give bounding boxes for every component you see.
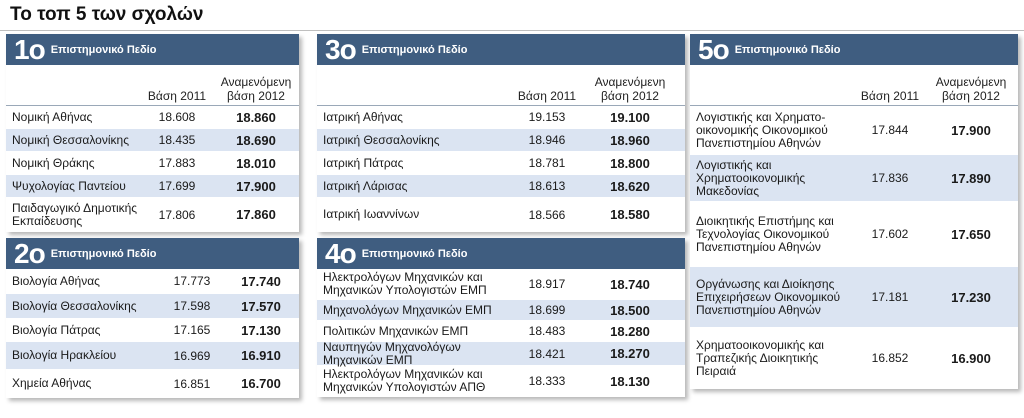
table-row [690, 202, 1018, 267]
table-row [690, 106, 1018, 155]
table-rows [317, 269, 685, 397]
expected-2012-value: 18.960 [610, 132, 650, 148]
table-row [317, 152, 685, 175]
school-name: Βιολογία Αθήνας [12, 273, 100, 288]
section-panel-3 [317, 34, 685, 232]
section-label: Επιστημονικό Πεδίο [361, 43, 468, 56]
title-divider [0, 30, 1024, 31]
table-row [6, 319, 299, 342]
expected-2012-value: 18.280 [610, 323, 650, 339]
column-headers [6, 65, 299, 106]
school-name: Ιατρική Πάτρας [323, 155, 404, 170]
table-row [6, 175, 299, 198]
table-rows [317, 106, 685, 232]
table-row [317, 269, 685, 300]
table-row [6, 129, 299, 152]
base-2011-value: 18.566 [528, 207, 566, 222]
base-2011-value: 18.421 [528, 346, 566, 361]
school-name: Βιολογία Θεσσαλονίκης [12, 298, 137, 313]
expected-2012-value: 17.570 [241, 298, 281, 314]
expected-2012-value: 18.860 [236, 109, 276, 125]
section-number: 3ο [325, 33, 356, 65]
table-row [317, 339, 685, 367]
school-name: Βιολογία Πάτρας [12, 322, 101, 337]
expected-2012-value: 17.900 [236, 178, 276, 194]
table-row [6, 342, 299, 370]
section-number: 4ο [325, 237, 356, 269]
expected-2012-value: 18.690 [236, 132, 276, 148]
table-rows [6, 269, 299, 398]
column-header-base-2011: Βάση 2011 [147, 89, 207, 103]
table-row [317, 366, 685, 397]
section-header [317, 238, 685, 269]
table-row [317, 175, 685, 198]
table-rows [6, 106, 299, 232]
section-number: 5ο [698, 33, 729, 65]
expected-2012-value: 18.620 [610, 178, 650, 194]
school-name: Ιατρική Θεσσαλονίκης [323, 132, 440, 147]
base-2011-value: 19.153 [528, 110, 566, 124]
section-panel-2 [6, 238, 299, 398]
column-headers [317, 65, 685, 106]
table-row [690, 328, 1018, 389]
school-name: Ναυπηγών Μηχανολόγων Μηχανικών ΕΜΠ [323, 339, 461, 367]
school-name: Ηλεκτρολόγων Μηχανικών και Μηχανικών Υπολογιστών ΑΠΘ [323, 367, 486, 394]
table-row [6, 294, 299, 319]
table-rows [690, 106, 1018, 389]
school-name: Χημεία Αθήνας [12, 376, 92, 390]
section-header [317, 34, 685, 65]
base-2011-value: 17.806 [158, 207, 196, 222]
base-2011-value: 17.181 [871, 290, 909, 304]
table-row [690, 155, 1018, 202]
section-label: Επιστημονικό Πεδίο [361, 247, 468, 260]
column-header-base-2011: Βάση 2011 [860, 89, 920, 103]
table-row [690, 267, 1018, 328]
table-row [6, 152, 299, 175]
section-header [6, 238, 299, 269]
page-title: Το τοπ 5 των σχολών [10, 4, 204, 25]
school-name: Ιατρική Αθήνας [323, 109, 403, 124]
section-label: Επιστημονικό Πεδίο [50, 43, 157, 56]
expected-2012-value: 16.900 [951, 350, 991, 366]
section-header [690, 34, 1018, 65]
expected-2012-value: 17.740 [241, 273, 281, 289]
base-2011-value: 18.435 [158, 133, 196, 147]
expected-2012-value: 18.580 [610, 207, 650, 222]
column-headers [690, 65, 1018, 106]
expected-2012-value: 16.700 [241, 376, 281, 391]
expected-2012-value: 16.910 [241, 348, 281, 363]
base-2011-value: 17.836 [871, 171, 909, 185]
school-name: Ιατρική Ιωαννίνων [323, 207, 420, 221]
school-name: Οργάνωσης και Διοίκησης Επιχειρήσεων Οικονομικού Πανεπιστημίου Αθηνών [696, 276, 841, 317]
base-2011-value: 18.781 [528, 156, 566, 170]
school-name: Πολιτικών Μηχανικών ΕΜΠ [323, 323, 469, 338]
base-2011-value: 18.483 [528, 324, 566, 338]
table-row [6, 106, 299, 129]
school-name: Διοικητικής Επιστήμης και Τεχνολογίας Οικονομικού Πανεπιστημίου Αθηνών [696, 213, 834, 254]
base-2011-value: 17.773 [173, 274, 211, 288]
base-2011-value: 17.602 [871, 227, 909, 241]
expected-2012-value: 18.010 [236, 155, 276, 171]
expected-2012-value: 17.230 [951, 289, 991, 305]
column-header-expected-2012: Αναμενόμενη βάση 2012 [220, 75, 292, 103]
expected-2012-value: 17.650 [951, 226, 991, 242]
school-name: Λογιστικής και Χρηματοοικονομικής Μακεδονίας [696, 157, 806, 198]
section-panel-5 [690, 34, 1018, 389]
school-name: Μηχανολόγων Μηχανικών ΕΜΠ [323, 302, 492, 317]
expected-2012-value: 17.130 [241, 322, 281, 338]
base-2011-value: 18.946 [528, 133, 566, 147]
base-2011-value: 17.844 [871, 123, 909, 137]
base-2011-value: 18.699 [528, 303, 566, 317]
section-number: 2ο [14, 237, 45, 269]
school-name: Ιατρική Λάρισας [323, 178, 408, 193]
table-row [317, 300, 685, 321]
expected-2012-value: 18.740 [610, 276, 650, 292]
section-panel-1 [6, 34, 299, 232]
table-row [6, 198, 299, 232]
base-2011-value: 18.613 [528, 179, 566, 193]
base-2011-value: 18.917 [528, 277, 566, 291]
base-2011-value: 18.608 [158, 110, 196, 124]
base-2011-value: 17.598 [173, 299, 211, 313]
table-row [317, 129, 685, 152]
column-header-expected-2012: Αναμενόμενη βάση 2012 [935, 75, 1007, 103]
section-label: Επιστημονικό Πεδίο [734, 43, 841, 56]
section-label: Επιστημονικό Πεδίο [50, 247, 157, 260]
expected-2012-value: 19.100 [610, 109, 650, 125]
base-2011-value: 18.333 [528, 374, 566, 388]
school-name: Χρηματοοικονομικής και Τραπεζικής Διοικητικής Πειραιά [696, 337, 824, 378]
expected-2012-value: 18.800 [610, 155, 650, 171]
table-row [6, 370, 299, 398]
column-header-base-2011: Βάση 2011 [517, 89, 577, 103]
school-name: Νομική Θεσσαλονίκης [12, 132, 129, 147]
section-number: 1ο [14, 33, 45, 65]
table-row [317, 321, 685, 342]
school-name: Λογιστικής και Χρηματο-οικονομικής Οικονομικού Πανεπιστημίου Αθηνών [696, 109, 828, 150]
expected-2012-value: 18.130 [610, 373, 650, 389]
base-2011-value: 17.165 [173, 323, 211, 337]
school-name: Νομική Αθήνας [12, 109, 93, 124]
expected-2012-value: 17.890 [951, 170, 991, 186]
base-2011-value: 17.883 [158, 156, 196, 170]
table-row [317, 198, 685, 232]
section-panel-4 [317, 238, 685, 397]
school-name: Ψυχολογίας Παντείου [12, 178, 126, 193]
base-2011-value: 17.699 [158, 179, 196, 193]
base-2011-value: 16.851 [173, 376, 211, 391]
table-row [6, 269, 299, 294]
table-row [317, 106, 685, 129]
school-name: Βιολογία Ηρακλείου [12, 348, 117, 362]
base-2011-value: 16.969 [173, 348, 211, 363]
school-name: Νομική Θράκης [12, 155, 95, 170]
base-2011-value: 16.852 [871, 351, 909, 365]
section-header [6, 34, 299, 65]
expected-2012-value: 17.860 [236, 207, 276, 222]
expected-2012-value: 18.500 [610, 302, 650, 318]
school-name: Ηλεκτρολόγων Μηχανικών και Μηχανικών Υπολογιστών ΕΜΠ [323, 270, 487, 297]
expected-2012-value: 17.900 [951, 122, 991, 138]
expected-2012-value: 18.270 [610, 346, 650, 361]
school-name: Παιδαγωγικό Δημοτικής Εκπαίδευσης [12, 200, 138, 228]
column-header-expected-2012: Αναμενόμενη βάση 2012 [594, 75, 666, 103]
